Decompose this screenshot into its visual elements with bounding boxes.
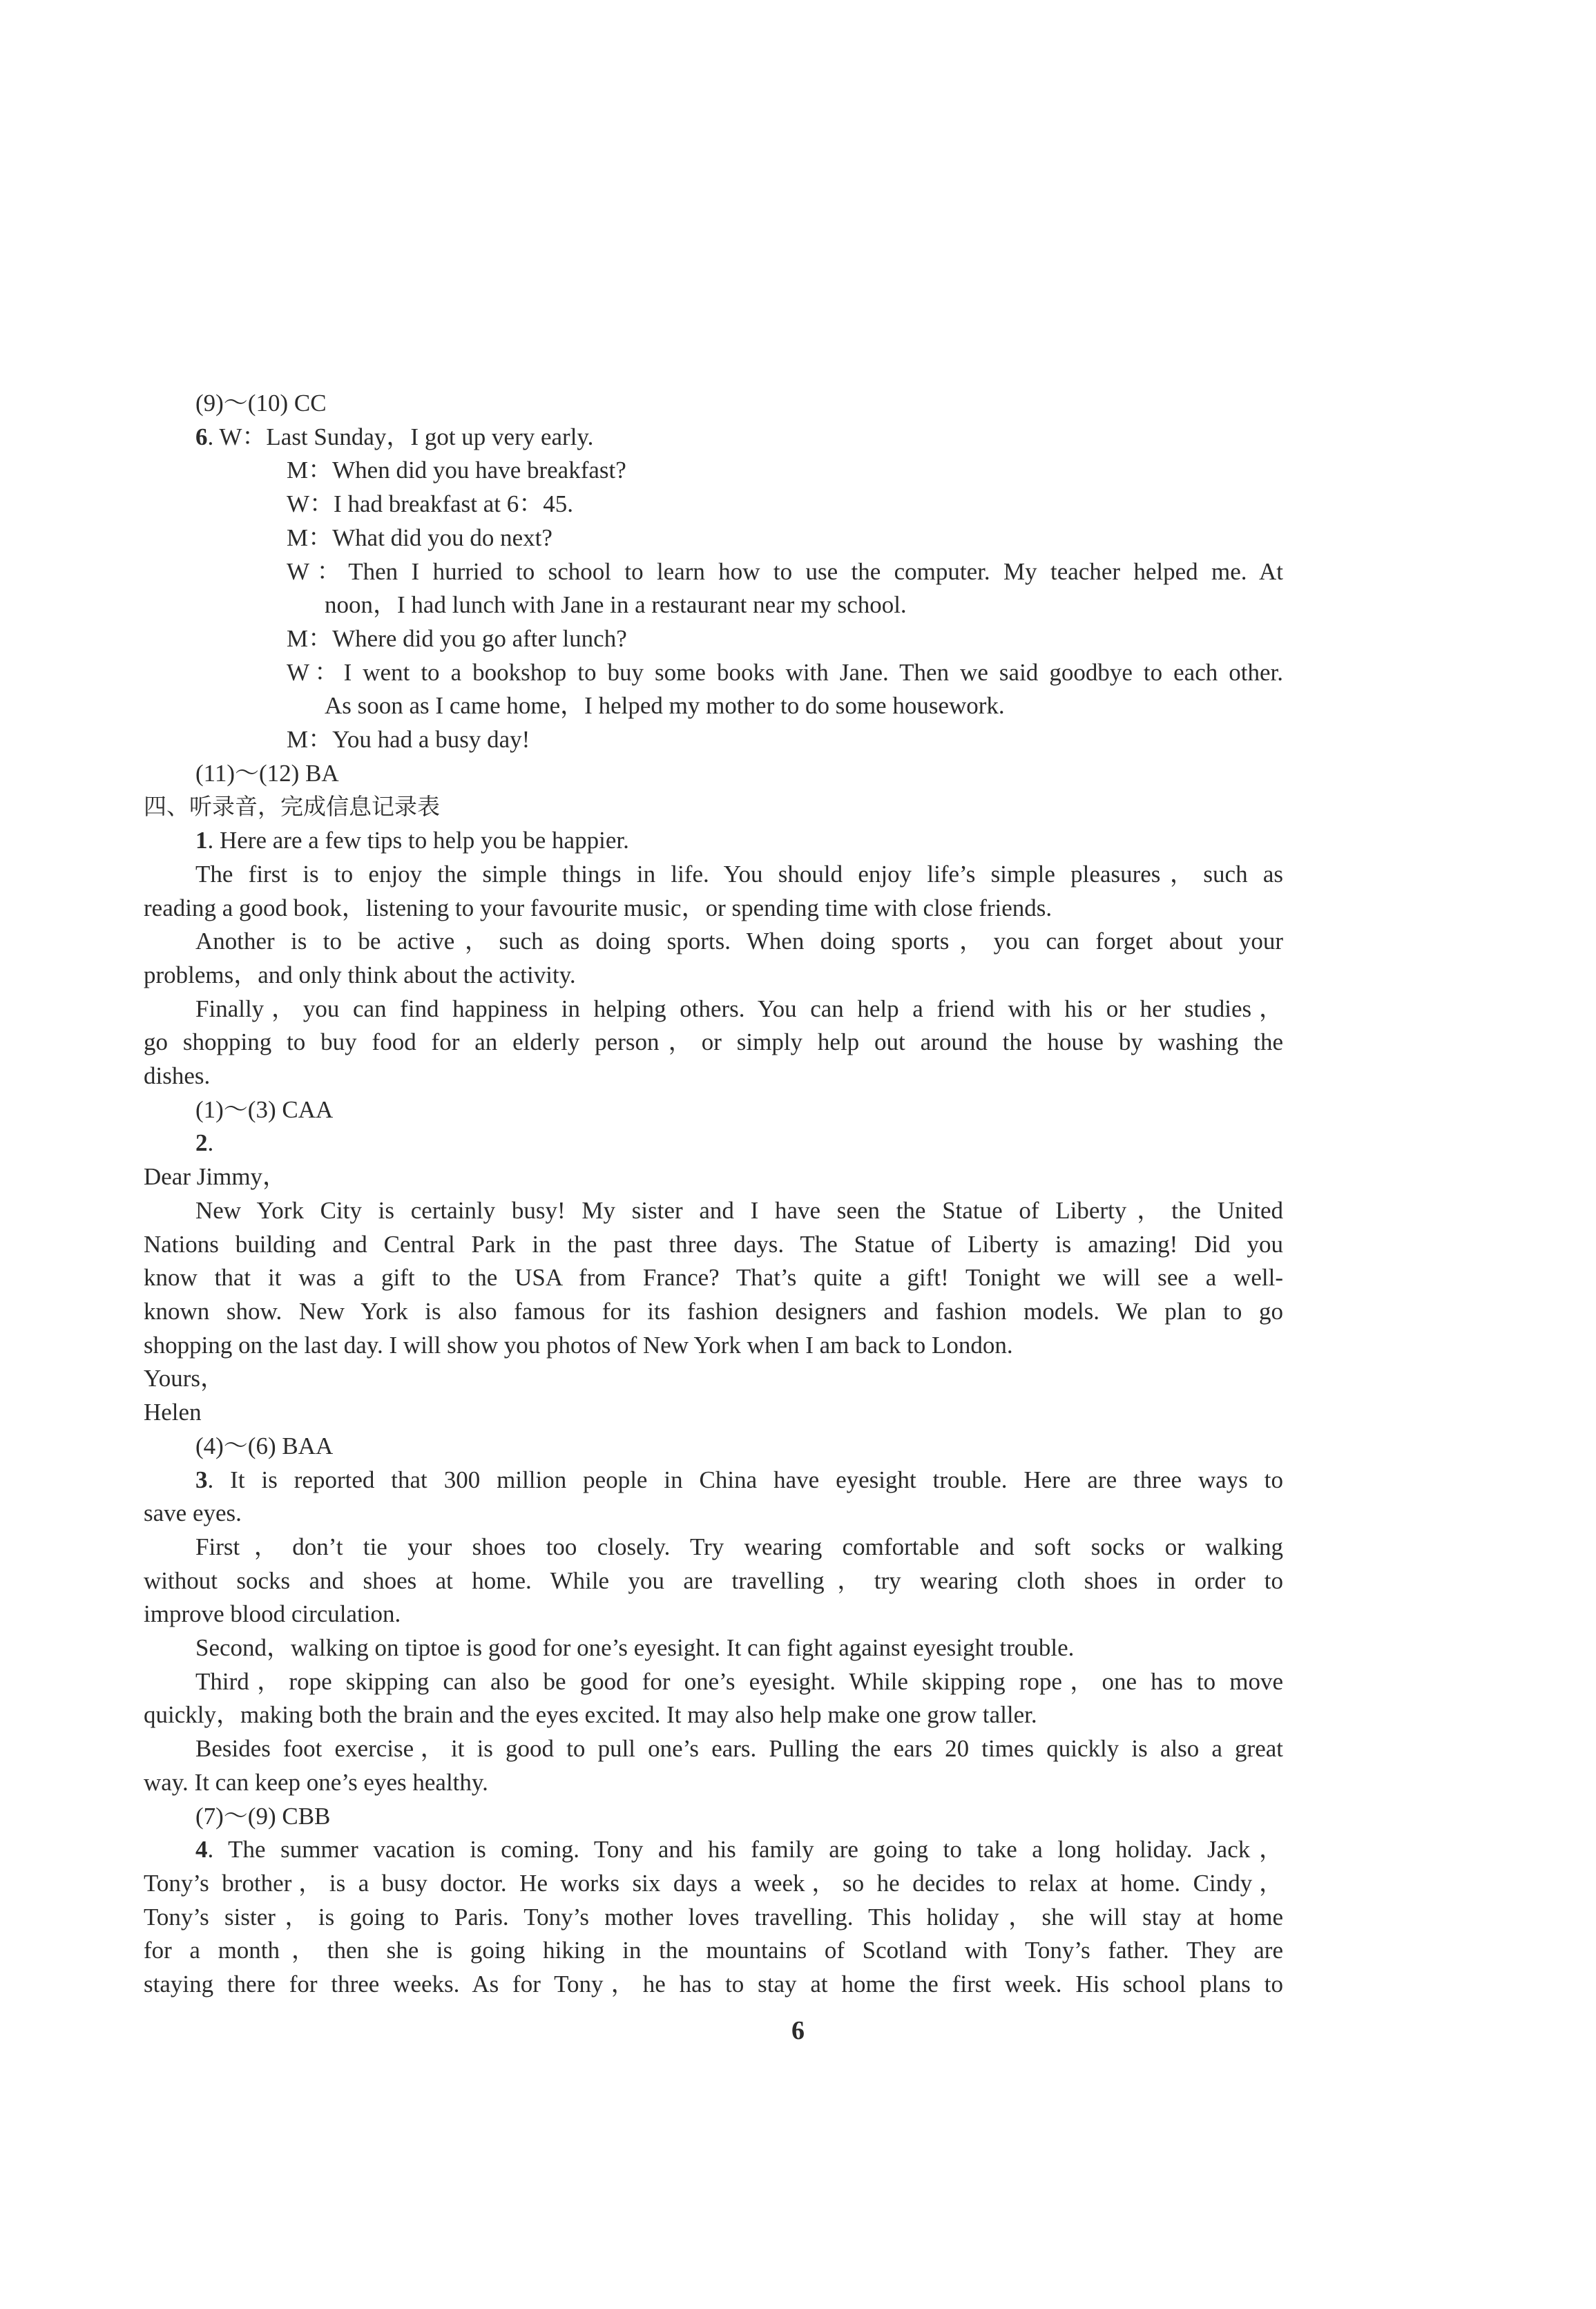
paragraph-line: staying there for three weeks. As for Tony，he has to stay at home the first week. His school plans to <box>144 1971 1283 1998</box>
page-number: 6 <box>791 2016 805 2045</box>
paragraph-line: New York City is certainly busy! My sister and I have seen the Statue of Liberty，the United <box>195 1196 1283 1224</box>
paragraph-line: improve blood circulation. <box>144 1600 401 1628</box>
question-2-line: 2. <box>195 1129 214 1157</box>
paragraph-line: know that it was a gift to the USA from France? That’s quite a gift! Tonight we will see a well- <box>144 1264 1283 1292</box>
dialogue-line: W：Then I hurried to school to learn how to use the computer. My teacher helped me. At <box>287 557 1283 585</box>
paragraph-line: shopping on the last day. I will show you photos of New York when I am back to London. <box>144 1331 1013 1359</box>
dialogue-line: M：You had a busy day! <box>287 726 530 754</box>
answer-line: (4)～(6) BAA <box>195 1432 334 1459</box>
dialogue-line: W：I had breakfast at 6：45. <box>287 490 573 518</box>
answer-line: (9)～(10) CC <box>195 390 327 416</box>
paragraph-line: Besides foot exercise，it is good to pull one’s ears. Pulling the ears 20 times quickly is also a great <box>195 1735 1283 1763</box>
paragraph-line: reading a good book，listening to your favourite music，or spending time with close friends. <box>144 894 1052 921</box>
question-number: 6 <box>195 423 208 450</box>
answer-page-body <box>144 387 1283 2002</box>
paragraph-line: without socks and shoes at home. While you are travelling，try wearing cloth shoes in order to <box>144 1567 1283 1594</box>
answer-line: (7)～(9) CBB <box>195 1802 331 1830</box>
paragraph-line: save eyes. <box>144 1500 242 1527</box>
paragraph-line: First，don’t tie your shoes too closely. Try wearing comfortable and soft socks or walking <box>195 1533 1283 1560</box>
question-1-line: 1. Here are a few tips to help you be happier. <box>195 827 629 854</box>
dialogue-line: noon，I had lunch with Jane in a restaurant near my school. <box>325 591 907 619</box>
dialogue-line: W：I went to a bookshop to buy some books with Jane. Then we said goodbye to each other. <box>287 658 1283 686</box>
paragraph-line: Finally，you can find happiness in helping others. You can help a friend with his or her studies， <box>195 995 1283 1022</box>
answer-line: (1)～(3) CAA <box>195 1095 334 1123</box>
answer-line: (11)～(12) BA <box>195 759 339 787</box>
paragraph-line: for a month，then she is going hiking in the mountains of Scotland with Tony’s father. They are <box>144 1937 1283 1964</box>
dialogue-line: As soon as I came home，I helped my mother to do some housework. <box>325 692 1005 720</box>
question-4-line: 4. The summer vacation is coming. Tony and his family are going to take a long holiday. Jack， <box>195 1836 1283 1864</box>
letter-closing: Yours， <box>144 1365 225 1392</box>
paragraph-line: The first is to enjoy the simple things in life. You should enjoy life’s simple pleasures，such as <box>195 860 1283 888</box>
dialogue-line: M：When did you have breakfast? <box>287 457 626 484</box>
paragraph-line: Second，walking on tiptoe is good for one’s eyesight. It can fight against eyesight trouble. <box>195 1634 1075 1662</box>
paragraph-line: Third，rope skipping can also be good for one’s eyesight. While skipping rope，one has to move <box>195 1667 1283 1695</box>
paragraph-line: quickly，making both the brain and the eyes excited. It may also help make one grow taller. <box>144 1701 1037 1729</box>
paragraph-line: Tony’s sister，is going to Paris. Tony’s mother loves travelling. This holiday，she will stay at home <box>144 1903 1283 1930</box>
section-heading: 四、听录音，完成信息记录表 <box>144 793 440 821</box>
paragraph-line: Nations building and Central Park in the past three days. The Statue of Liberty is amazing! Did you <box>144 1230 1283 1258</box>
paragraph-line: way. It can keep one’s eyes healthy. <box>144 1768 488 1796</box>
paragraph-line: problems，and only think about the activity. <box>144 961 576 988</box>
paragraph-line: Tony’s brother，is a busy doctor. He works six days a week，so he decides to relax at home. Cindy， <box>144 1869 1283 1897</box>
letter-greeting: Dear Jimmy， <box>144 1163 287 1191</box>
question-3-line: 3. It is reported that 300 million people in China have eyesight trouble. Here are three ways to <box>195 1466 1283 1493</box>
question-number: 2 <box>195 1129 208 1157</box>
dialogue-line: M：What did you do next? <box>287 524 552 551</box>
paragraph-line: known show. New York is also famous for its fashion designers and fashion models. We plan to go <box>144 1297 1283 1325</box>
paragraph-line: go shopping to buy food for an elderly person，or simply help out around the house by washing the <box>144 1028 1283 1056</box>
dialogue-text: . W：Last Sunday，I got up very early. <box>207 423 594 450</box>
question-6-line <box>144 421 1283 454</box>
paragraph-line: dishes. <box>144 1062 211 1090</box>
paragraph-line: Another is to be active，such as doing sports. When doing sports，you can forget about your <box>195 928 1283 955</box>
question-number: 4 <box>195 1836 208 1864</box>
question-number: 3 <box>195 1466 208 1493</box>
question-number: 1 <box>195 827 208 854</box>
letter-signature: Helen <box>144 1399 202 1426</box>
dialogue-line: M：Where did you go after lunch? <box>287 624 627 652</box>
